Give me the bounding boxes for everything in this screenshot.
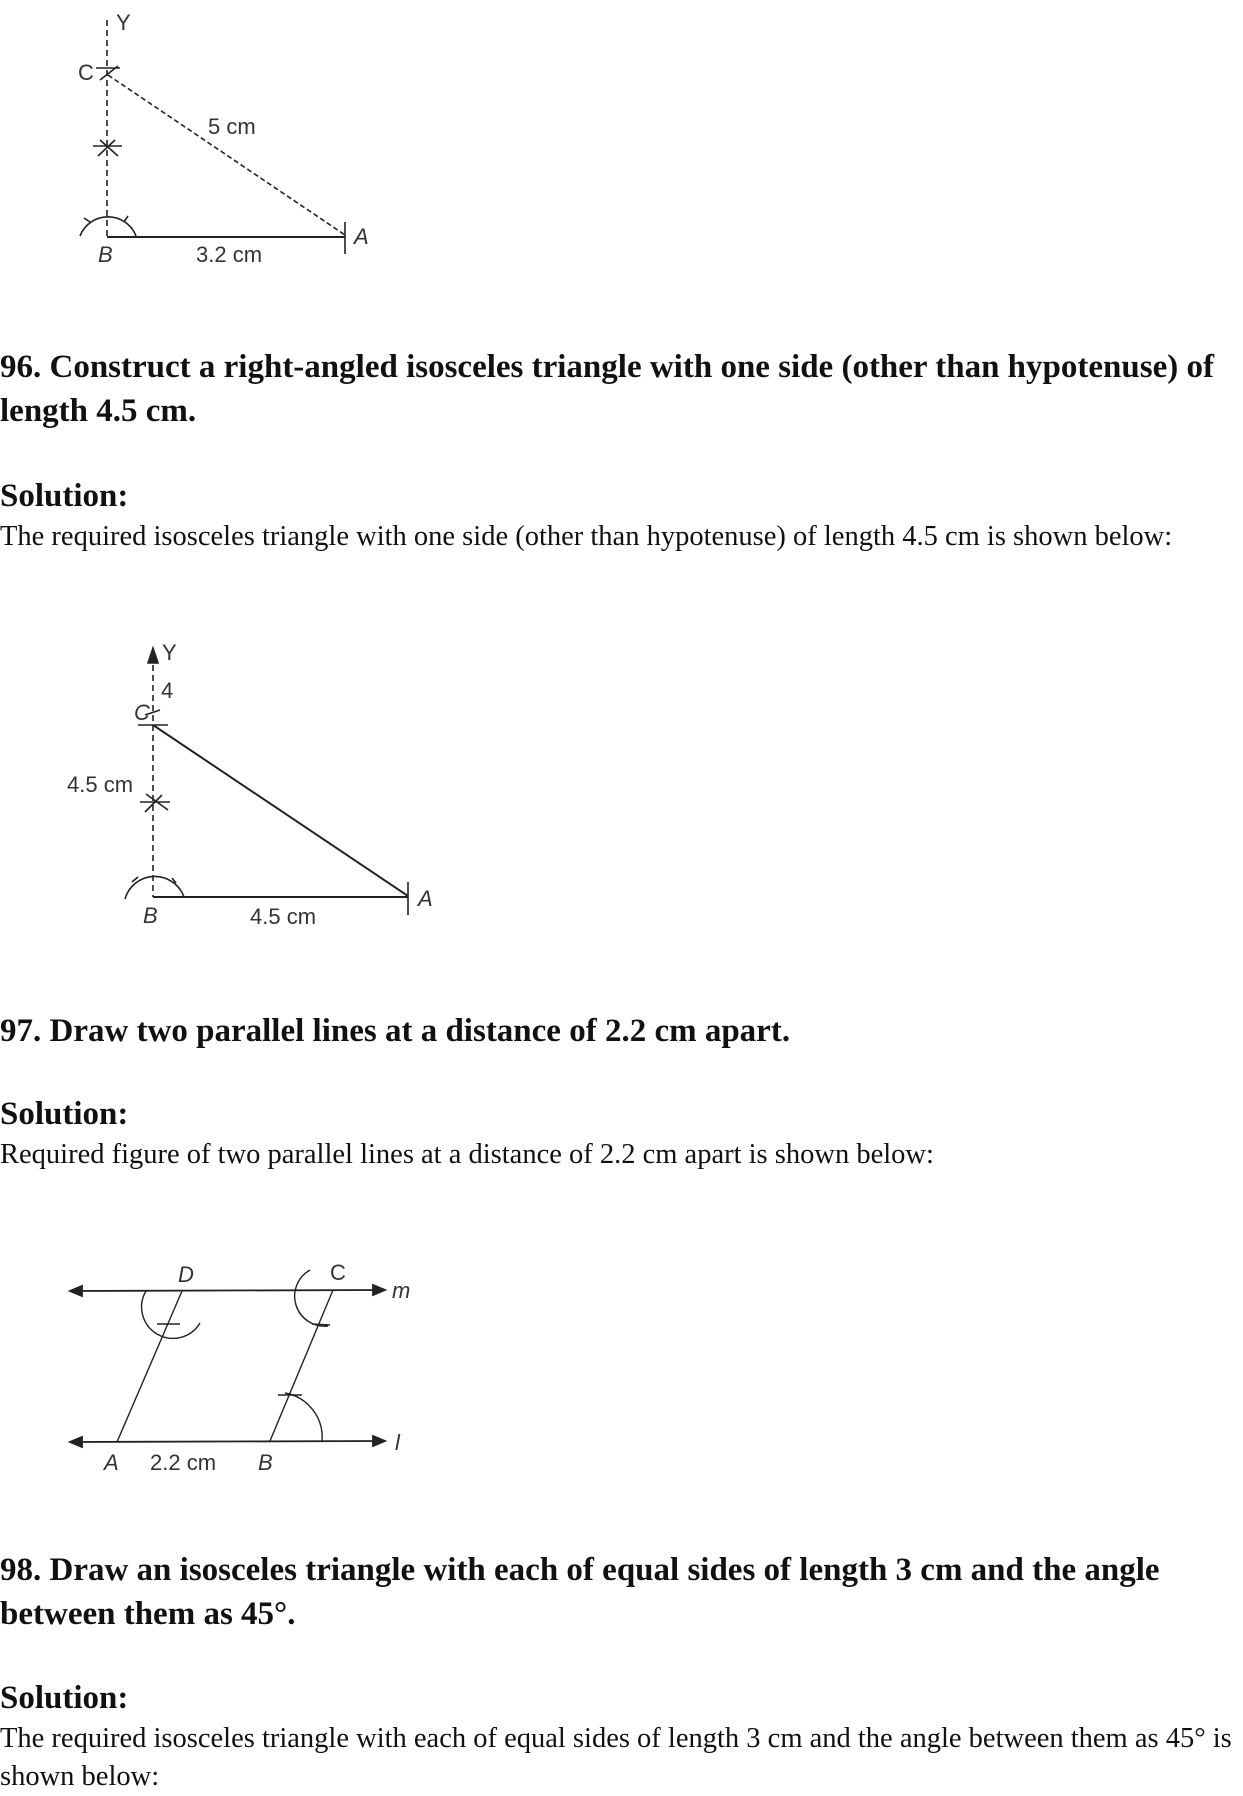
label-side: 4.5 cm <box>67 772 134 797</box>
solution-96-text: The required isosceles triangle with one side (other than hypotenuse) of length 4.5 cm is shown below: <box>0 521 1173 552</box>
question-96-heading: 96. Construct a right-angled isosceles triangle with one side (other than hypotenuse) of length 4.5 cm. <box>0 349 1214 429</box>
question-98-heading: 98. Draw an isosceles triangle with each of equal sides of length 3 cm and the angle between them as 45°. <box>0 1552 1160 1632</box>
label-a: A <box>354 224 369 249</box>
label-a: A <box>418 886 433 911</box>
question-97-heading: 97. Draw two parallel lines at a distance of 2.2 cm apart. <box>0 1013 791 1049</box>
label-c: C <box>134 700 150 725</box>
label-4: 4 <box>161 678 174 703</box>
line-m <box>72 1290 382 1291</box>
arc-b <box>80 217 136 236</box>
label-a: A <box>104 1450 119 1475</box>
solution-98-label: Solution: <box>0 1680 129 1716</box>
label-hypotenuse: 5 cm <box>208 114 256 139</box>
label-c: C <box>78 60 94 85</box>
label-y: Y <box>162 640 177 665</box>
label-b: B <box>98 242 113 267</box>
solution-96-label: Solution: <box>0 478 129 514</box>
side-ca <box>153 725 408 896</box>
side-ca <box>108 75 345 235</box>
label-y: Y <box>116 10 131 35</box>
label-m: m <box>392 1278 411 1303</box>
figure-parallel-lines <box>0 1230 440 1490</box>
solution-98-text: The required isosceles triangle with each of equal sides of length 3 cm and the angle between them as 45° is shown below: <box>0 1723 1232 1792</box>
solution-97-label: Solution: <box>0 1096 129 1132</box>
solution-97-text: Required figure of two parallel lines at a distance of 2.2 cm apart is shown below: <box>0 1139 934 1170</box>
line-l <box>72 1441 382 1442</box>
label-b: B <box>143 903 158 928</box>
figure-right-triangle-construction <box>0 0 420 290</box>
label-base: 4.5 cm <box>250 904 317 929</box>
label-c: C <box>330 1260 346 1285</box>
label-b: B <box>258 1450 273 1475</box>
label-base: 3.2 cm <box>196 242 263 267</box>
label-d: D <box>178 1262 194 1287</box>
figure-isosceles-right-triangle <box>0 620 480 940</box>
label-l: l <box>395 1430 400 1455</box>
label-distance: 2.2 cm <box>150 1450 217 1475</box>
